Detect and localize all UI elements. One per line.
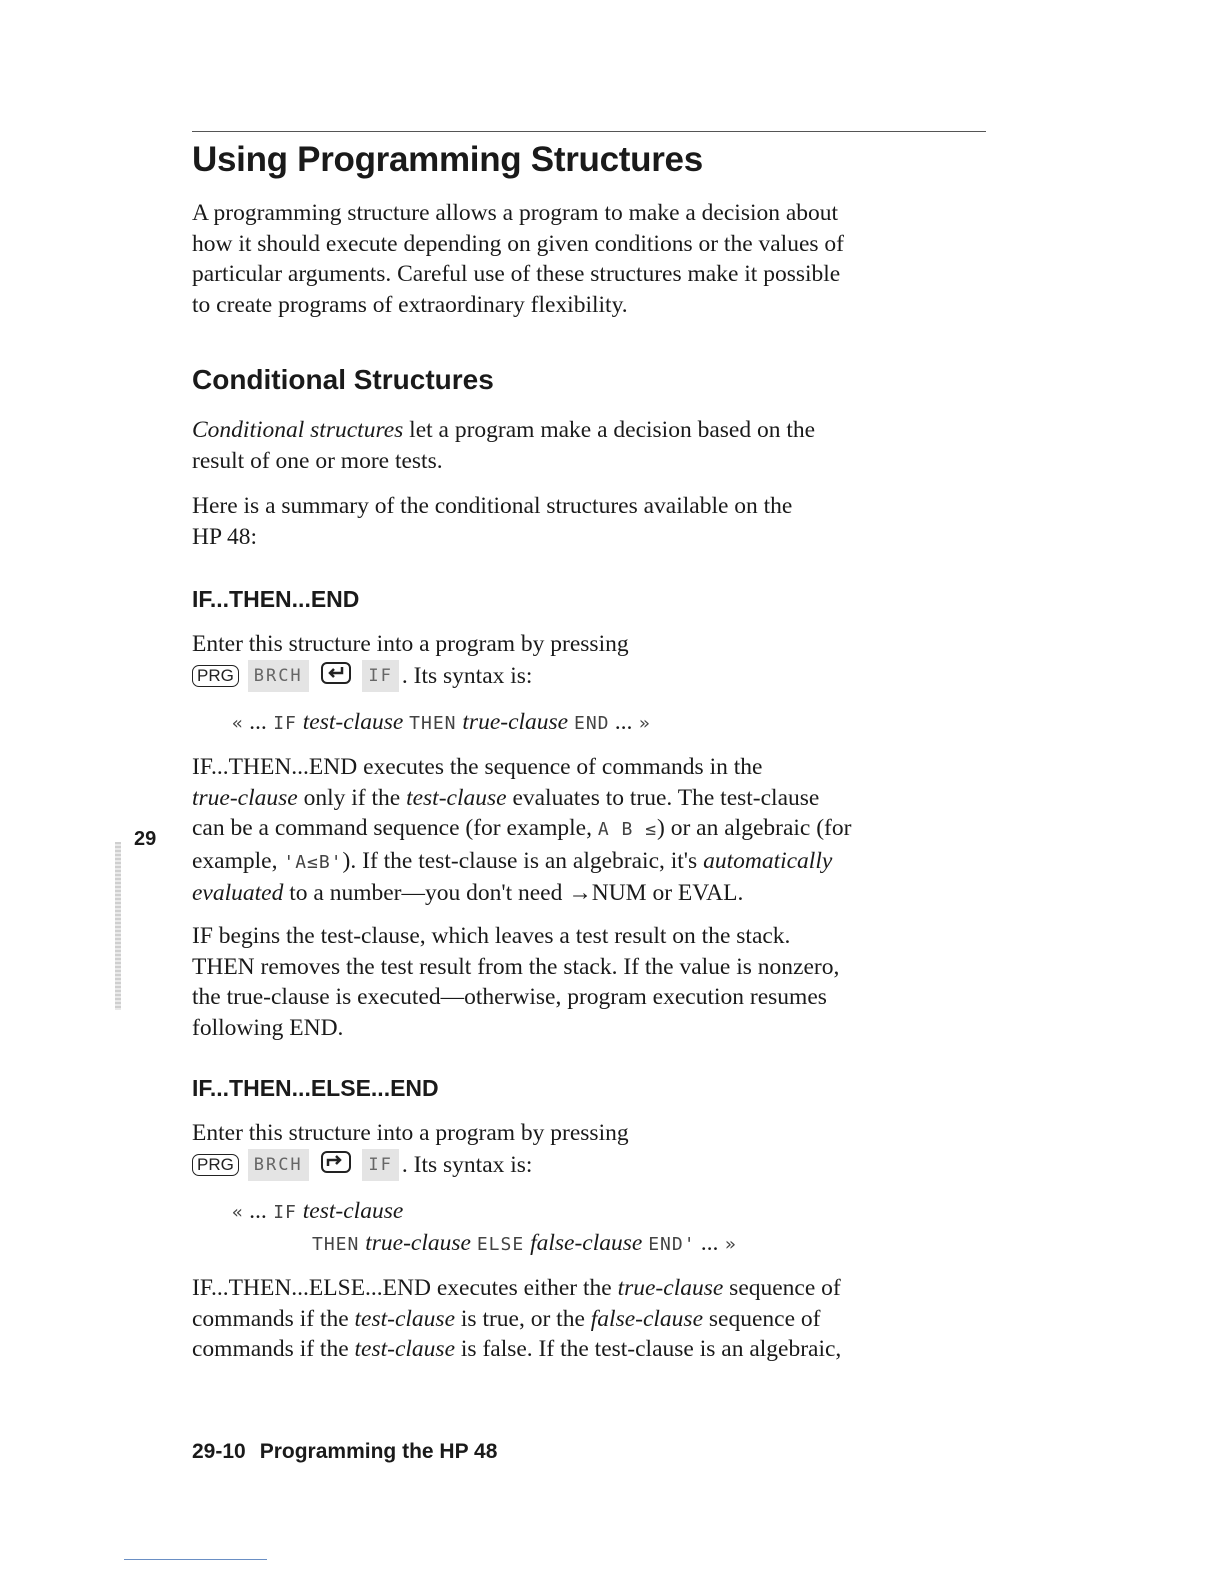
section-title: Conditional Structures: [192, 364, 494, 395]
if-then-else-end-entry-paragraph: Enter this structure into a program by pressing PRG BRCH IF . Its syntax is:: [192, 1118, 982, 1181]
chapter-number: 29: [134, 828, 157, 850]
definition-paragraph: Conditional structures let a program make a decision based on the result of one or more tests.: [192, 417, 816, 474]
if-softkey: IF: [362, 1149, 398, 1182]
bottom-rule: [124, 1559, 267, 1560]
brch-softkey: BRCH: [248, 1149, 309, 1182]
right-shift-key-icon: [321, 1151, 351, 1173]
if-then-end-description: IF...THEN...END executes the sequence of commands in the true-clause only if the test-clause evaluates to true. The test-clause can be a command sequence (for example, A B ≤) or an algebraic (for example, 'A≤B'). If the test-clause is an algebraic, it's automatically evaluated to a number—you don't need →NUM or EVAL.: [192, 754, 852, 906]
if-then-else-end-syntax-line-1: « ... IF test-clause: [232, 1198, 404, 1224]
prg-key: PRG: [192, 1154, 239, 1176]
if-softkey: IF: [362, 660, 398, 693]
left-shift-key-icon: [321, 662, 351, 684]
intro-paragraph: [192, 198, 982, 320]
if-then-end-syntax: « ... IF test-clause THEN true-clause END ... »: [232, 709, 651, 735]
intro-line: to create programs of extraordinary flexibility.: [192, 291, 628, 318]
brch-softkey: BRCH: [248, 660, 309, 693]
if-then-end-heading: IF...THEN...END: [192, 586, 360, 612]
intro-line: A programming structure allows a program to make a decision about: [192, 200, 839, 226]
if-then-else-end-syntax-line-2: THEN true-clause ELSE false-clause END' ... »: [312, 1230, 737, 1256]
if-then-end-explanation: IF begins the test-clause, which leaves a test result on the stack. THEN removes the test result from the stack. If the value is nonzero, the true-clause is executed—otherwise, program execution resumes following END.: [192, 923, 840, 1041]
intro-line: how it should execute depending on given conditions or the values of: [192, 230, 844, 257]
summary-paragraph: Here is a summary of the conditional structures available on the HP 48:: [192, 493, 793, 550]
page-title: Using Programming Structures: [192, 140, 703, 179]
if-then-else-end-description: IF...THEN...ELSE...END executes either the true-clause sequence of commands if the test-clause is true, or the false-clause sequence of commands if the test-clause is false. If the test-clause is an algebraic,: [192, 1275, 842, 1362]
page-footer: [192, 1440, 497, 1464]
page-number: 29-10: [192, 1440, 246, 1463]
footer-title: Programming the HP 48: [259, 1440, 498, 1463]
if-then-end-entry-paragraph: Enter this structure into a program by pressing PRG BRCH IF . Its syntax is:: [192, 629, 982, 692]
chapter-tab-marker: [115, 842, 121, 1010]
if-then-else-end-heading: IF...THEN...ELSE...END: [192, 1075, 439, 1101]
intro-line: particular arguments. Careful use of these structures make it possible: [192, 261, 841, 287]
top-rule: [192, 131, 986, 132]
prg-key: PRG: [192, 665, 239, 687]
definition-term: Conditional structures: [192, 417, 404, 443]
